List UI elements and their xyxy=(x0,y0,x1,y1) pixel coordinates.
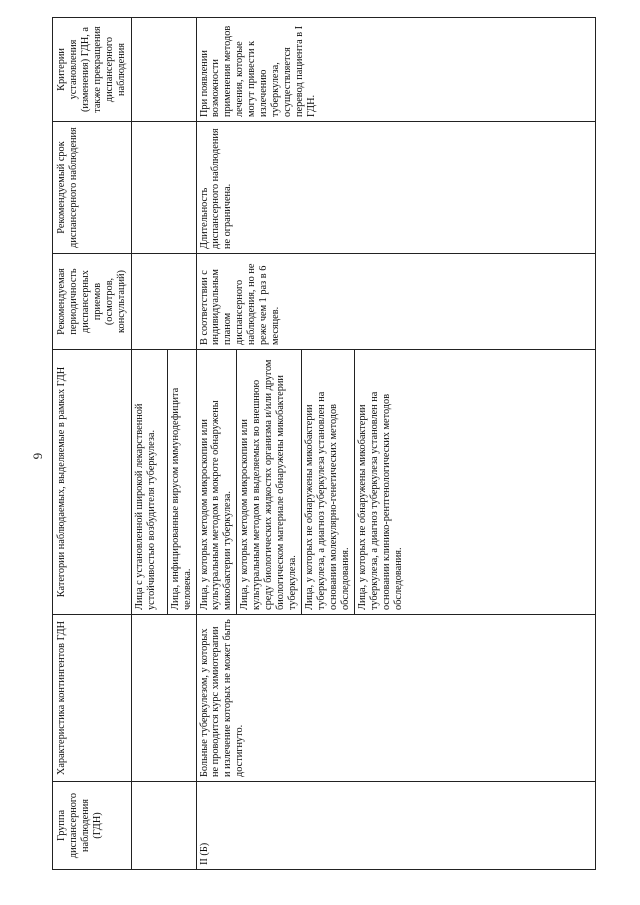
rotated-table-container xyxy=(52,18,596,870)
duration-cell: Длительность диспансерного наблюдения не ограничена. xyxy=(196,122,596,254)
page-number: 6 xyxy=(30,452,46,460)
header-characteristic: Характеристика контингентов ГДН xyxy=(53,615,132,782)
table-row-group-2b xyxy=(196,18,237,870)
category-cell: Лица, у которых методом микроскопии или культуральным методом в выделяемых во внешнюю среду биологических жидкостях организма и/или другом биологическом материале обнаружены микобактерии туберкулеза. xyxy=(237,350,302,615)
characteristic-cell: Больные туберкулезом, у которых не проводится курс химиотерапии и излечение которых не может быть достигнуто. xyxy=(196,615,596,782)
group-cell: II (Б) xyxy=(196,782,596,870)
cont-duration-cell xyxy=(131,122,196,254)
cont-group-cell xyxy=(131,782,196,870)
header-periodicity: Рекомендуемая периодичность диспансерных приемов (осмотров, консультаций) xyxy=(53,254,132,350)
header-criteria: Критерии установления (изменения) ГДН, а также прекращения диспансерного наблюдения xyxy=(53,18,132,122)
header-duration: Рекомендуемый срок диспансерного наблюдения xyxy=(53,122,132,254)
cont-category-cell: Лица с установленной широкой лекарственной устойчивостью возбудителя туберкулеза. xyxy=(131,350,167,615)
cont-criteria-cell xyxy=(131,18,196,122)
cont-characteristic-cell xyxy=(131,615,196,782)
criteria-cell: При появлении возможности применения методов лечения, которые могут привести к излечению туберкулеза, осуществляется перевод пациента в I ГДН. xyxy=(196,18,596,122)
cont-periodicity-cell xyxy=(131,254,196,350)
category-cell: Лица, у которых не обнаружены микобактерии туберкулеза, а диагноз туберкулеза установлен на основании клинико-рентгенологических методов обследования. xyxy=(354,350,595,615)
table-row-continuation-1 xyxy=(131,18,167,870)
header-categories: Категории наблюдаемых, выделяемые в рамках ГДН xyxy=(53,350,132,615)
periodicity-cell: В соответствии с индивидуальным планом диспансерного наблюдения, но не реже чем 1 раз в 6 месяцев. xyxy=(196,254,596,350)
header-group: Группа диспансерного наблюдения (ГДН) xyxy=(53,782,132,870)
cont-category-cell: Лица, инфицированные вирусом иммунодефицита человека. xyxy=(167,350,196,615)
dispensary-observation-table xyxy=(52,17,596,870)
category-cell: Лица, у которых методом микроскопии или культуральным методом в мокроте обнаружены микобактерии туберкулеза. xyxy=(196,350,237,615)
table-header-row xyxy=(53,18,132,870)
category-cell: Лица, у которых не обнаружены микобактерии туберкулеза, а диагноз туберкулеза установлен на основании молекулярно-генетических методов обследования. xyxy=(302,350,355,615)
